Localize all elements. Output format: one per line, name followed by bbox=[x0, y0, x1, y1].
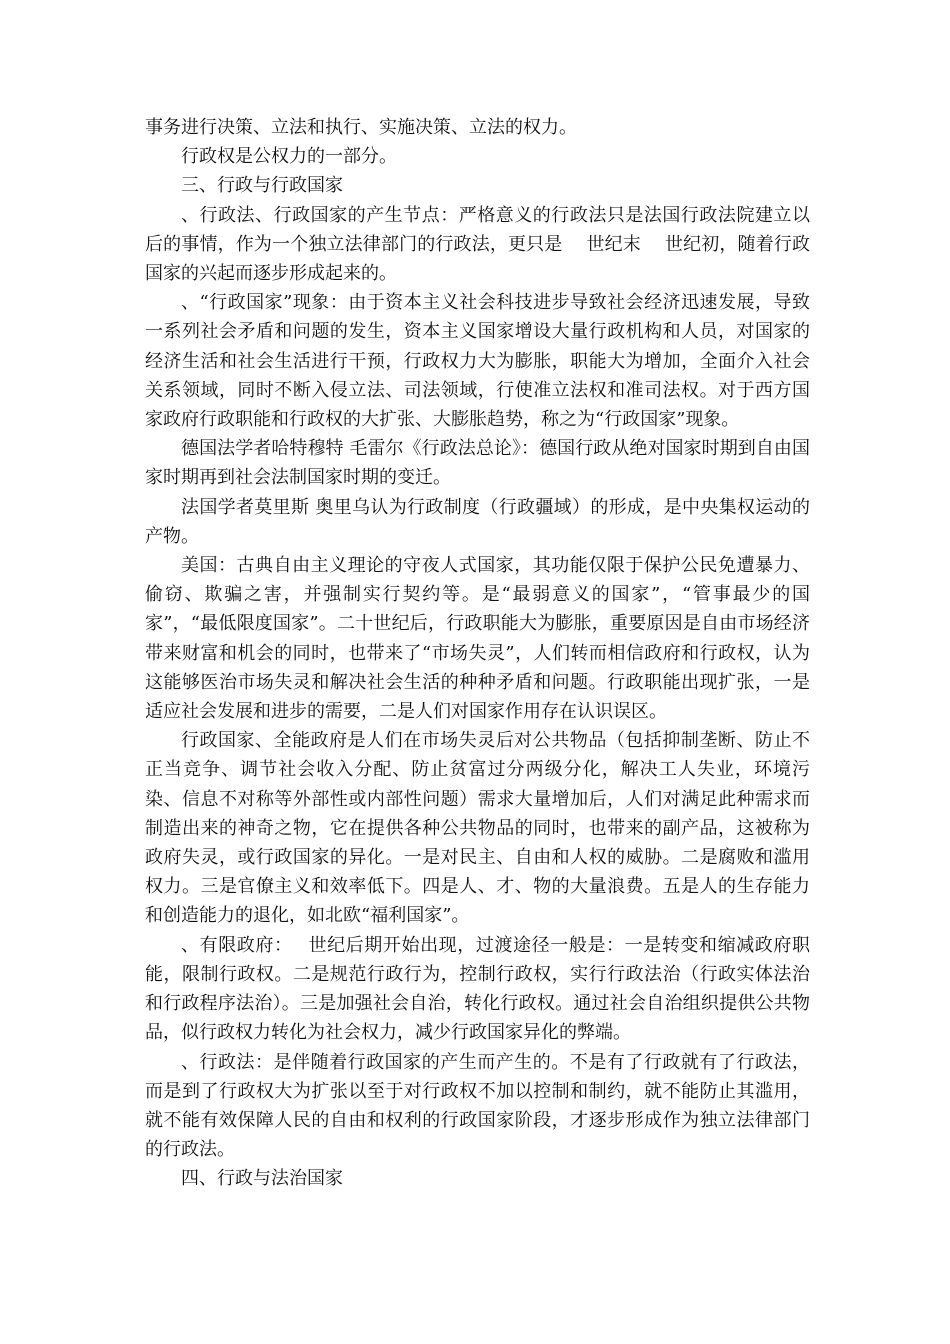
paragraph-origin-node: 、行政法、行政国家的产生节点：严格意义的行政法只是法国行政法院建立以后的事情，作为一个独立法律部门的行政法，更只是 世纪末 世纪初，随着行政国家的兴起而逐步形成起来的。 bbox=[145, 204, 810, 285]
paragraph-continuation: 事务进行决策、立法和执行、实施决策、立法的权力。 bbox=[145, 117, 577, 138]
paragraph-usa: 美国：古典自由主义理论的守夜人式国家，其功能仅限于保护公民免遭暴力、偷窃、欺骗之害，并强制实行契约等。是“最弱意义的国家”，“管事最少的国家”，“最低限度国家”。二十世纪后，行政职能大为膨胀，重要原因是自由市场经济带来财富和机会的同时，也带来了“市场失灵”，人们转而相信政府和行政权，认为这能够医治市场失灵和解决社会生活的种种矛盾和问题。行政职能出现扩张，一是适应社会发展和进步的需要，二是人们对国家作用存在认识误区。 bbox=[145, 555, 810, 723]
document-page bbox=[145, 113, 810, 1194]
paragraph-limited-government: 、有限政府： 世纪后期开始出现，过渡途径一般是：一是转变和缩减政府职能，限制行政权。二是规范行政行为，控制行政权，实行行政法治（行政实体法治和行政程序法治）。三是加强社会自治，转化行政权。通过社会自治组织提供公共物品，似行政权力转化为社会权力，减少行政国家异化的弊端。 bbox=[145, 934, 810, 1044]
paragraph-admin-state-phenomenon: 、“行政国家”现象：由于资本主义社会科技进步导致社会经济迅速发展，导致一系列社会矛盾和问题的发生，资本主义国家增设大量行政机构和人员，对国家的经济生活和社会生活进行干预，行政权力大为膨胀，职能大为增加，全面介入社会关系领域，同时不断入侵立法、司法领域，行使准立法权和准司法权。对于西方国家政府行政职能和行政权的大扩张、大膨胀趋势，称之为“行政国家”现象。 bbox=[145, 292, 810, 431]
paragraph-omnipotent-government: 行政国家、全能政府是人们在市场失灵后对公共物品（包括抑制垄断、防止不正当竞争、调节社会收入分配、防止贫富过分两级分化，解决工人失业，环境污染、信息不对称等外部性或内部性问题）需求大量增加后，人们对满足此种需求而制造出来的神奇之物，它在提供各种公共物品的同时，也带来的副产品，这被称为政府失灵，或行政国家的异化。一是对民主、自由和人权的威胁。二是腐败和滥用权力。三是官僚主义和效率低下。四是人、才、物的大量浪费。五是人的生存能力和创造能力的退化，如北欧“福利国家”。 bbox=[145, 730, 810, 927]
paragraph-administrative-law: 、行政法：是伴随着行政国家的产生而产生的。不是有了行政就有了行政法，而是到了行政权大为扩张以至于对行政权不加以控制和制约，就不能防止其滥用，就不能有效保障人民的自由和权利的行政国家阶段，才逐步形成作为独立法律部门的行政法。 bbox=[145, 1051, 810, 1161]
paragraph-admin-power: 行政权是公权力的一部分。 bbox=[181, 146, 397, 168]
section-heading-4: 四、行政与法治国家 bbox=[181, 1168, 343, 1190]
section-heading-3: 三、行政与行政国家 bbox=[181, 175, 343, 197]
paragraph-france: 法国学者莫里斯 奥里乌认为行政制度（行政疆域）的形成，是中央集权运动的产物。 bbox=[145, 496, 810, 547]
paragraph-germany: 德国法学者哈特穆特 毛雷尔《行政法总论》：德国行政从绝对国家时期到自由国家时期再到社会法制国家时期的变迁。 bbox=[145, 438, 810, 489]
